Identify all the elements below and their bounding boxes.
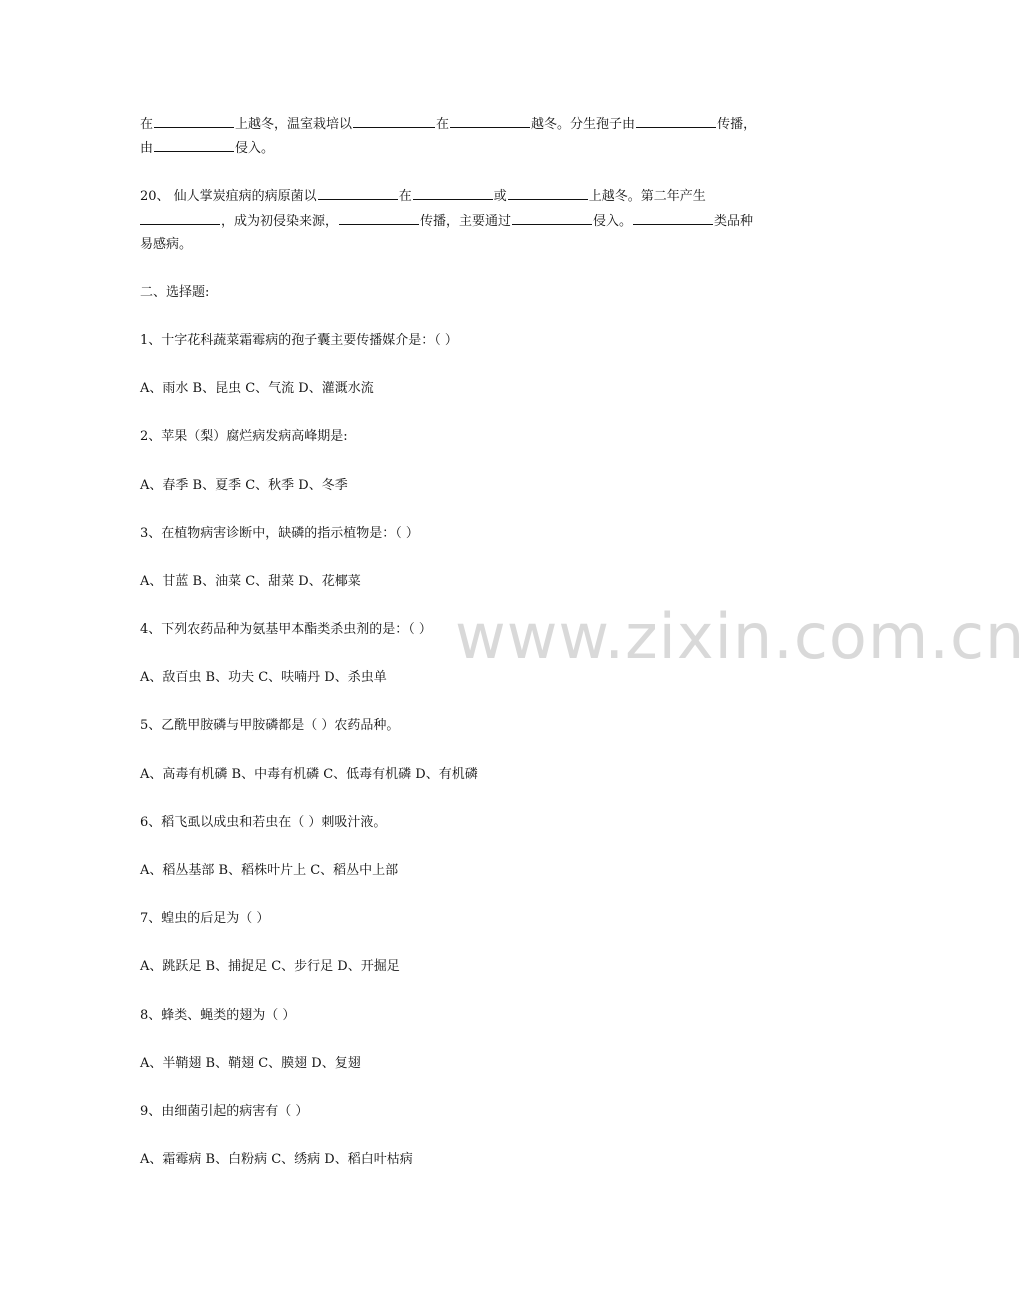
question-text: 3、在植物病害诊断中，缺磷的指示植物是：（ ）	[140, 526, 419, 541]
text-segment: 或	[493, 189, 507, 204]
text-segment: 在	[436, 117, 450, 132]
question-options: A、雨水 B、昆虫 C、气流 D、灌溉水流	[140, 381, 374, 396]
text-segment: 20、 仙人掌炭疽病的病原菌以	[140, 189, 317, 204]
question-options: A、春季 B、夏季 C、秋季 D、冬季	[140, 478, 348, 493]
question-options: A、霜霉病 B、白粉病 C、绣病 D、稻白叶枯病	[140, 1152, 413, 1167]
blank-line	[140, 212, 220, 225]
blank-line	[636, 115, 716, 128]
question-text: 1、十字花科蔬菜霜霉病的孢子囊主要传播媒介是：（ ）	[140, 333, 458, 348]
question-options: A、敌百虫 B、功夫 C、呋喃丹 D、杀虫单	[140, 670, 387, 685]
watermark: www.zixin.com.cn	[455, 600, 1025, 673]
text-segment: 侵入。	[593, 214, 633, 229]
question-text: 9、由细菌引起的病害有（ ）	[140, 1104, 309, 1119]
text-segment: 在	[398, 189, 412, 204]
blank-line	[318, 187, 398, 200]
text-segment: 在	[140, 117, 154, 132]
text-segment: 由	[140, 141, 154, 156]
blank-line	[154, 139, 234, 152]
q20-line-3: 易感病。	[140, 237, 193, 252]
question-options: A、高毒有机磷 B、中毒有机磷 C、低毒有机磷 D、有机磷	[140, 767, 478, 782]
question-options: A、甘蓝 B、油菜 C、甜菜 D、花椰菜	[140, 574, 361, 589]
text-segment: 上越冬，温室栽培以	[235, 117, 353, 132]
question-options: A、半鞘翅 B、鞘翅 C、膜翅 D、复翅	[140, 1056, 361, 1071]
question-text: 7、蝗虫的后足为（ ）	[140, 911, 270, 926]
text-segment: 越冬。分生孢子由	[531, 117, 636, 132]
text-segment: 类品种	[714, 214, 754, 229]
blank-line	[508, 187, 588, 200]
fill-in-line-2	[140, 139, 274, 158]
fill-in-line-1	[140, 115, 756, 134]
question-options: A、跳跃足 B、捕捉足 C、步行足 D、开掘足	[140, 959, 400, 974]
question-text: 8、蜂类、蝇类的翅为（ ）	[140, 1008, 296, 1023]
question-text: 5、乙酰甲胺磷与甲胺磷都是（ ）农药品种。	[140, 718, 400, 733]
blank-line	[353, 115, 435, 128]
question-text: 2、苹果（梨）腐烂病发病高峰期是:	[140, 429, 348, 444]
blank-line	[413, 187, 493, 200]
blank-line	[450, 115, 530, 128]
blank-line	[154, 115, 234, 128]
text-segment: 传播，	[717, 117, 757, 132]
q20-line-1	[140, 187, 706, 206]
question-text: 6、稻飞虱以成虫和若虫在（ ）刺吸汁液。	[140, 815, 387, 830]
blank-line	[339, 212, 419, 225]
question-options: A、稻丛基部 B、稻株叶片上 C、稻丛中上部	[140, 863, 399, 878]
q20-line-2	[140, 212, 753, 231]
text-segment: 传播，主要通过	[420, 214, 512, 229]
question-text: 4、下列农药品种为氨基甲本酯类杀虫剂的是：（ ）	[140, 622, 432, 637]
section-title: 二、选择题:	[140, 285, 210, 300]
blank-line	[633, 212, 713, 225]
text-segment: ，成为初侵染来源，	[221, 214, 339, 229]
blank-line	[512, 212, 592, 225]
text-segment: 侵入。	[235, 141, 275, 156]
text-segment: 上越冬。第二年产生	[588, 189, 706, 204]
